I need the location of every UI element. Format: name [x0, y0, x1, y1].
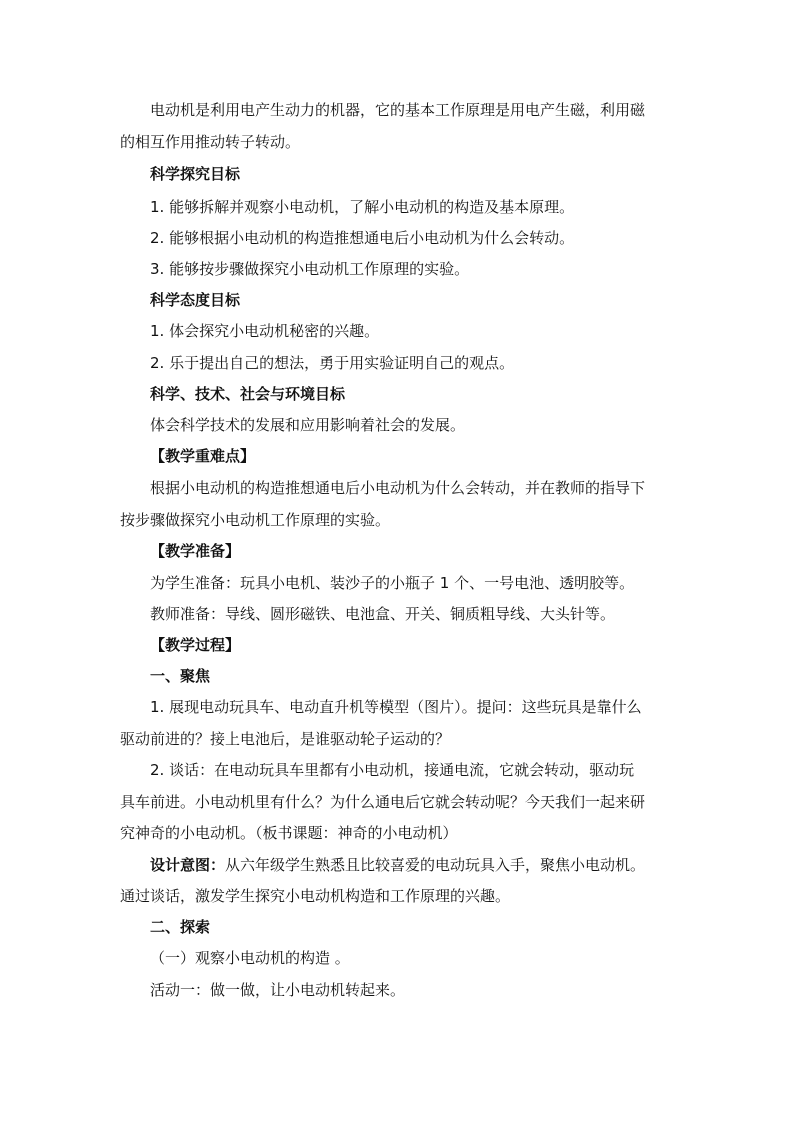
key-points-line-2: 按步骤做探究小电动机工作原理的实验。 [120, 511, 391, 529]
key-points-line-1: 根据小电动机的构造推想通电后小电动机为什么会转动，并在教师的指导下 [150, 479, 646, 497]
science-goal-1: 1. 能够拆解并观察小电动机，了解小电动机的构造及基本原理。 [150, 198, 575, 216]
attitude-goal-title: 科学态度目标 [150, 291, 241, 309]
focus-item-2-line-2: 具车前进。小电动机里有什么？为什么通电后它就会转动呢？今天我们一起来研 [120, 793, 646, 811]
design-intent-label: 设计意图： [150, 856, 226, 874]
science-goal-3: 3. 能够按步骤做探究小电动机工作原理的实验。 [150, 260, 470, 278]
explore-title: 二、探索 [150, 918, 211, 936]
key-points-title: 【教学重难点】 [150, 447, 256, 465]
focus-title: 一、聚焦 [150, 667, 211, 685]
observe-title: （一）观察小电动机的构造 。 [150, 949, 350, 967]
design-intent-text: 从六年级学生熟悉且比较喜爱的电动玩具入手，聚焦小电动机。 [225, 856, 646, 874]
intro-line-2: 的相互作用推动转子转动。 [120, 133, 301, 151]
attitude-goal-2: 2. 乐于提出自己的想法，勇于用实验证明自己的观点。 [150, 354, 515, 372]
design-intent-line-1 [150, 855, 710, 875]
sts-goal-text: 体会科学技术的发展和应用影响着社会的发展。 [150, 416, 466, 434]
science-goal-title: 科学探究目标 [150, 165, 241, 183]
focus-item-1-line-2: 驱动前进的？接上电池后，是谁驱动轮子运动的？ [120, 730, 451, 748]
attitude-goal-1: 1. 体会探究小电动机秘密的兴趣。 [150, 322, 380, 340]
sts-goal-title: 科学、技术、社会与环境目标 [150, 385, 346, 403]
intro-line-1: 电动机是利用电产生动力的机器，它的基本工作原理是用电产生磁，利用磁 [150, 101, 646, 119]
science-goal-2: 2. 能够根据小电动机的构造推想通电后小电动机为什么会转动。 [150, 229, 575, 247]
preparation-title: 【教学准备】 [150, 542, 241, 560]
design-intent-line-2: 通过谈话，激发学生探究小电动机构造和工作原理的兴趣。 [120, 887, 511, 905]
focus-item-2-line-1: 2. 谈话：在电动玩具车里都有小电动机，接通电流，它就会转动，驱动玩 [150, 761, 635, 779]
preparation-students: 为学生准备：玩具小电机、装沙子的小瓶子 1 个、一号电池、透明胶等。 [150, 574, 635, 592]
activity-1: 活动一：做一做，让小电动机转起来。 [150, 981, 406, 999]
focus-item-1-line-1: 1. 展现电动玩具车、电动直升机等模型（图片）。提问：这些玩具是靠什么 [150, 698, 642, 716]
process-title: 【教学过程】 [150, 636, 241, 654]
preparation-teacher: 教师准备：导线、圆形磁铁、电池盒、开关、铜质粗导线、大头针等。 [150, 605, 616, 623]
focus-item-2-line-3: 究神奇的小电动机。（板书课题：神奇的小电动机） [120, 824, 458, 842]
